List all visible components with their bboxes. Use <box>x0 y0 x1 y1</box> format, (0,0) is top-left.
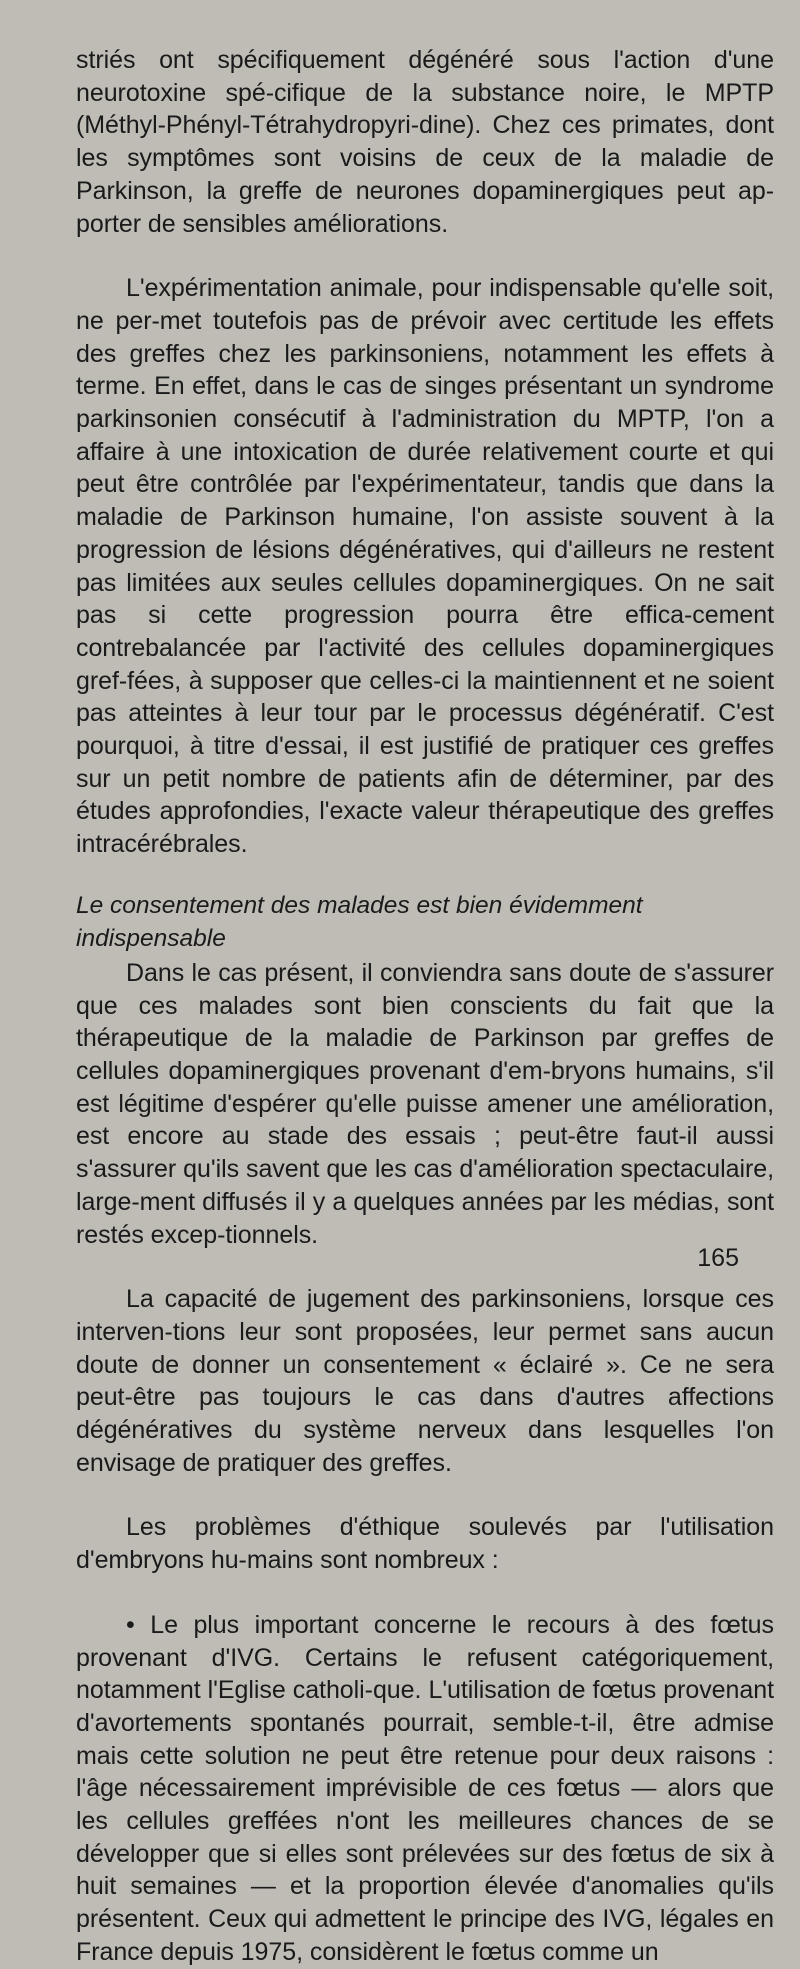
paragraph-ethical-problems: Les problèmes d'éthique soulevés par l'utilisation d'embryons hu-mains sont nombreux : <box>76 1513 774 1575</box>
section-heading: Le consentement des malades est bien évidemment indispensable <box>76 891 643 952</box>
paragraph-bullet-foetus: • Le plus important concerne le recours à des fœtus provenant d'IVG. Certains le refusent catégoriquement, notamment l'Eglise catholi-que. L'utilisation de fœtus provenant d'avortements spontanés pourrait, semble-t-il, être admise mais cette solution ne peut être retenue pour deux raisons : l'âge nécessairement imprévisible de ces fœtus — alors que les cellules greffées n'ont les meilleures chances de se développer que si elles sont prélevées sur des fœtus de six à huit semaines — et la proportion élevée d'anomalies qu'ils présentent. Ceux qui admettent le principe des IVG, légales en France depuis 1975, considèrent le fœtus comme un <box>76 1610 774 1966</box>
page-content <box>76 44 774 1969</box>
paragraph-judgement-capacity: La capacité de jugement des parkinsoniens, lorsque ces interven-tions leur sont proposées, leur permet sans aucun doute de donner un consentement « éclairé ». Ce ne sera peut-être pas toujours le cas dans d'autres affections dégénératives du système nerveux dans lesquelles l'on envisage de pratiquer des greffes. <box>76 1285 774 1477</box>
paragraph-patient-awareness: Dans le cas présent, il conviendra sans doute de s'assurer que ces malades sont bien conscients du fait que la thérapeutique de la maladie de Parkinson par greffes de cellules dopaminergiques provenant d'em-bryons humains, s'il est légitime d'espérer qu'elle puisse amener une amélioration, est encore au stade des essais ; peut-être faut-il aussi s'assurer qu'ils savent que les cas d'amélioration spectaculaire, large-ment diffusés il y a quelques années par les médias, sont restés excep-tionnels. <box>76 958 774 1249</box>
paragraph-animal-experimentation: L'expérimentation animale, pour indispensable qu'elle soit, ne per-met toutefois pas de prévoir avec certitude les effets des greffes chez les parkinsoniens, notamment les effets à terme. En effet, dans le cas de singes présentant un syndrome parkinsonien consécutif à l'administration du MPTP, l'on a affaire à une intoxication de durée relativement courte et qui peut être contrôlée par l'expérimentateur, tandis que dans la maladie de Parkinson humaine, l'on assiste souvent à la progression de lésions dégénératives, qui d'ailleurs ne restent pas limitées aux seules cellules dopaminergiques. On ne sait pas si cette progression pourra être effica-cement contrebalancée par l'activité des cellules dopaminergiques gref-fées, à supposer que celles-ci la maintiennent et ne soient pas atteintes à leur tour par le processus dégénératif. C'est pourquoi, à titre d'essai, il est justifié de pratiquer ces greffes sur un petit nombre de patients afin de déterminer, par des études approfondies, l'exacte valeur thérapeutique des greffes intracérébrales. <box>76 274 774 859</box>
page-number: 165 <box>697 1244 739 1272</box>
paragraph-continuation: striés ont spécifiquement dégénéré sous l'action d'une neurotoxine spé-cifique de la substance noire, le MPTP (Méthyl-Phényl-Tétrahydropyri-dine). Chez ces primates, dont les symptômes sont voisins de ceux de la maladie de Parkinson, la greffe de neurones dopaminergiques peut ap-porter de sensibles améliorations. <box>76 46 774 238</box>
